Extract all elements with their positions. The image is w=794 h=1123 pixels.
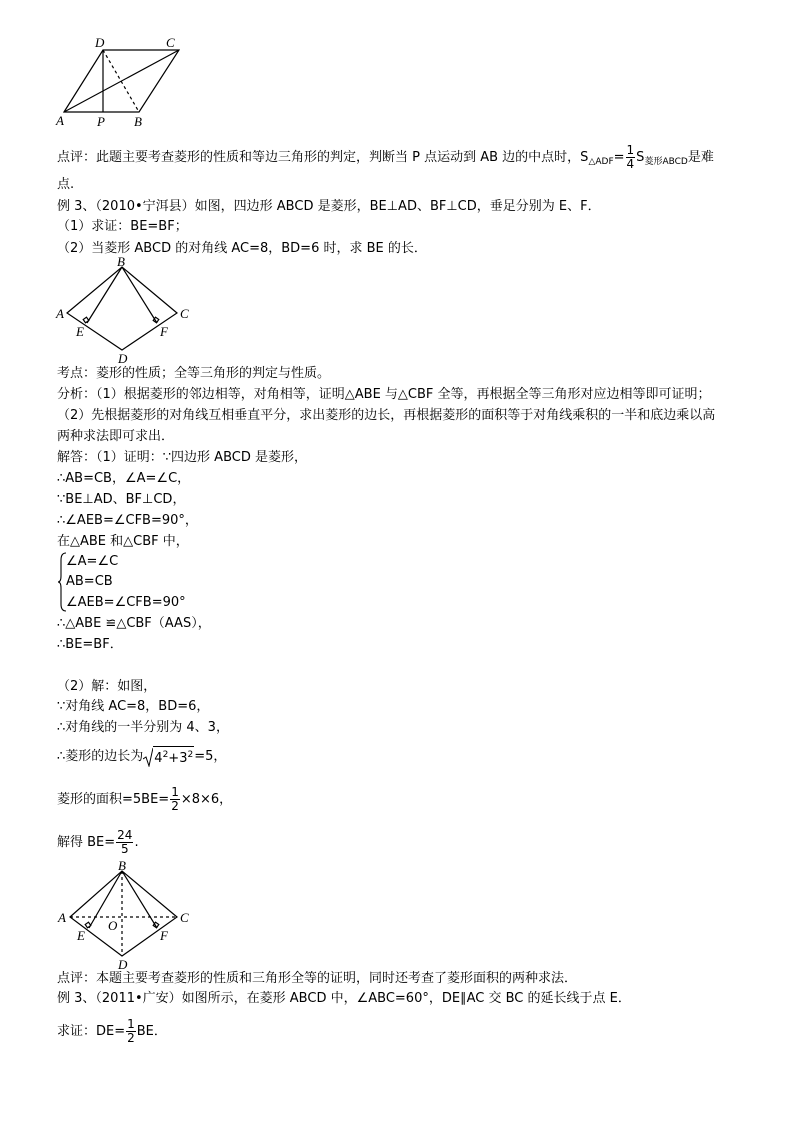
fenxi-3: 两种求法即可求出． xyxy=(57,429,175,444)
sol1-l4: ∴∠AEB=∠CFB=90°， xyxy=(57,513,198,528)
figure-parallelogram xyxy=(52,34,192,130)
sqrt-expression xyxy=(143,746,194,767)
sol1-l3: ∵BE⊥AD、BF⊥CD， xyxy=(57,492,186,507)
label-d: D xyxy=(95,35,105,50)
label-c: C xyxy=(180,306,189,321)
sol2-l6-pre: 解得 BE= xyxy=(57,835,116,850)
kaodian: 考点：菱形的性质；全等三角形的判定与性质。 xyxy=(57,366,331,381)
fraction-denominator: 4 xyxy=(626,157,635,171)
label-f: F xyxy=(160,928,168,943)
proof-pre: 求证：DE= xyxy=(57,1024,126,1039)
label-p: P xyxy=(97,114,105,129)
fraction-denominator: 2 xyxy=(127,1031,135,1045)
label-e: E xyxy=(77,928,85,943)
sol1-l5: 在△ABE 和△CBF 中， xyxy=(57,534,189,549)
example3-title: 例 3、（2010•宁洱县）如图，四边形 ABCD 是菱形，BE⊥AD、BF⊥CD，垂足分别为 E、F． xyxy=(57,199,601,214)
sol2-l4-pre: ∴菱形的边长为 xyxy=(57,749,144,764)
sol1-l1: 解答：（1）证明：∵四边形 ABCD 是菱形， xyxy=(57,450,307,465)
exp-b: 2 xyxy=(187,750,194,760)
fenxi-1: 分析：（1）根据菱形的邻边相等，对角相等，证明△ABE 与△CBF 全等，再根据全等三角形对应边相等即可证明； xyxy=(57,387,711,402)
fraction-denominator: 5 xyxy=(120,842,129,856)
sol1-l6: ∴△ABE ≌△CBF（AAS）， xyxy=(57,616,211,631)
figure-rhombus-2 xyxy=(52,860,202,972)
sol2-l6 xyxy=(57,829,139,856)
sol2-l4 xyxy=(57,746,226,767)
sol1-brace-1: ∠A=∠C xyxy=(66,554,119,569)
label-b: B xyxy=(118,860,126,873)
fraction-numerator: 24 xyxy=(117,828,133,842)
example3b-proof xyxy=(57,1018,167,1045)
radicand xyxy=(153,746,194,767)
comment1-fraction xyxy=(626,144,636,171)
fraction-numerator: 1 xyxy=(127,1017,135,1031)
sol2-l4-post: =5， xyxy=(194,749,227,764)
label-c: C xyxy=(180,910,189,925)
segment-bf xyxy=(122,267,157,323)
label-a: A xyxy=(56,306,64,321)
label-o: O xyxy=(108,918,118,933)
fraction-denominator: 2 xyxy=(171,799,179,813)
comment1-line xyxy=(57,144,714,171)
fraction-numerator: 1 xyxy=(626,143,635,157)
comment1-sub1: △ADF xyxy=(588,157,614,167)
sol1-l2: ∴AB=CB，∠A=∠C， xyxy=(57,471,191,486)
label-c: C xyxy=(166,35,175,50)
segment-be xyxy=(87,267,122,323)
sol1-brace-2: AB=CB xyxy=(66,574,113,589)
comment1-s: S xyxy=(636,150,645,165)
fenxi-2: （2）先根据菱形的对角线互相垂直平分，求出菱形的边长，再根据菱形的面积等于对角线乘积的一半和底边乘以高 xyxy=(57,408,716,423)
label-f: F xyxy=(160,324,168,339)
sol2-l5 xyxy=(57,786,232,813)
sol2-l1: （2）解：如图， xyxy=(57,679,157,694)
figure-rhombus-1 xyxy=(52,256,202,368)
label-d: D xyxy=(118,957,128,972)
comment1-sub2: 菱形ABCD xyxy=(644,157,688,167)
sol2-l6-fraction xyxy=(116,829,133,856)
sol2-l5-post: ×8×6， xyxy=(180,792,233,807)
exp-a: 2 xyxy=(162,750,169,760)
fraction-numerator: 1 xyxy=(171,785,179,799)
proof-post: BE． xyxy=(136,1024,167,1039)
segment-bf xyxy=(122,871,157,928)
sol2-l6-post: . xyxy=(134,835,139,850)
rhombus-outline xyxy=(70,871,177,956)
sol2-l3: ∴对角线的一半分别为 4、3， xyxy=(57,720,229,735)
example3b-title: 例 3、（2011•广安）如图所示，在菱形 ABCD 中，∠ABC=60°，DE∥AC 交 BC 的延长线于点 E． xyxy=(57,991,631,1006)
example3-q1: （1）求证：BE=BF； xyxy=(57,219,188,234)
label-b: B xyxy=(117,256,125,269)
radicand-plus: +3 xyxy=(168,751,188,766)
label-a: A xyxy=(58,910,66,925)
proof-fraction xyxy=(126,1018,136,1045)
label-b: B xyxy=(134,114,142,129)
comment1-line2: 点. xyxy=(57,177,75,192)
label-a: A xyxy=(56,113,64,128)
sol2-l5-pre: 菱形的面积=5BE= xyxy=(57,792,170,807)
comment2: 点评：本题主要考查菱形的性质和三角形全等的证明，同时还考查了菱形面积的两种求法． xyxy=(57,971,578,986)
sol1-brace-3: ∠AEB=∠CFB=90° xyxy=(66,595,186,610)
example3-q2: （2）当菱形 ABCD 的对角线 AC=8，BD=6 时，求 BE 的长． xyxy=(57,241,427,256)
comment1-eq: = xyxy=(613,150,625,165)
comment1-prefix: 点评：此题主要考查菱形的性质和等边三角形的判定，判断当 P 点运动到 AB 边的中点时，S xyxy=(57,150,589,165)
comment1-suffix: 是难 xyxy=(687,150,714,165)
sol2-l5-fraction xyxy=(170,786,180,813)
label-e: E xyxy=(76,324,84,339)
label-d: D xyxy=(118,351,128,366)
radical-sign xyxy=(143,747,153,767)
sol1-l7: ∴BE=BF． xyxy=(57,637,123,652)
sol2-l2: ∵对角线 AC=8，BD=6， xyxy=(57,699,210,714)
radicand-a: 4 xyxy=(154,751,163,766)
